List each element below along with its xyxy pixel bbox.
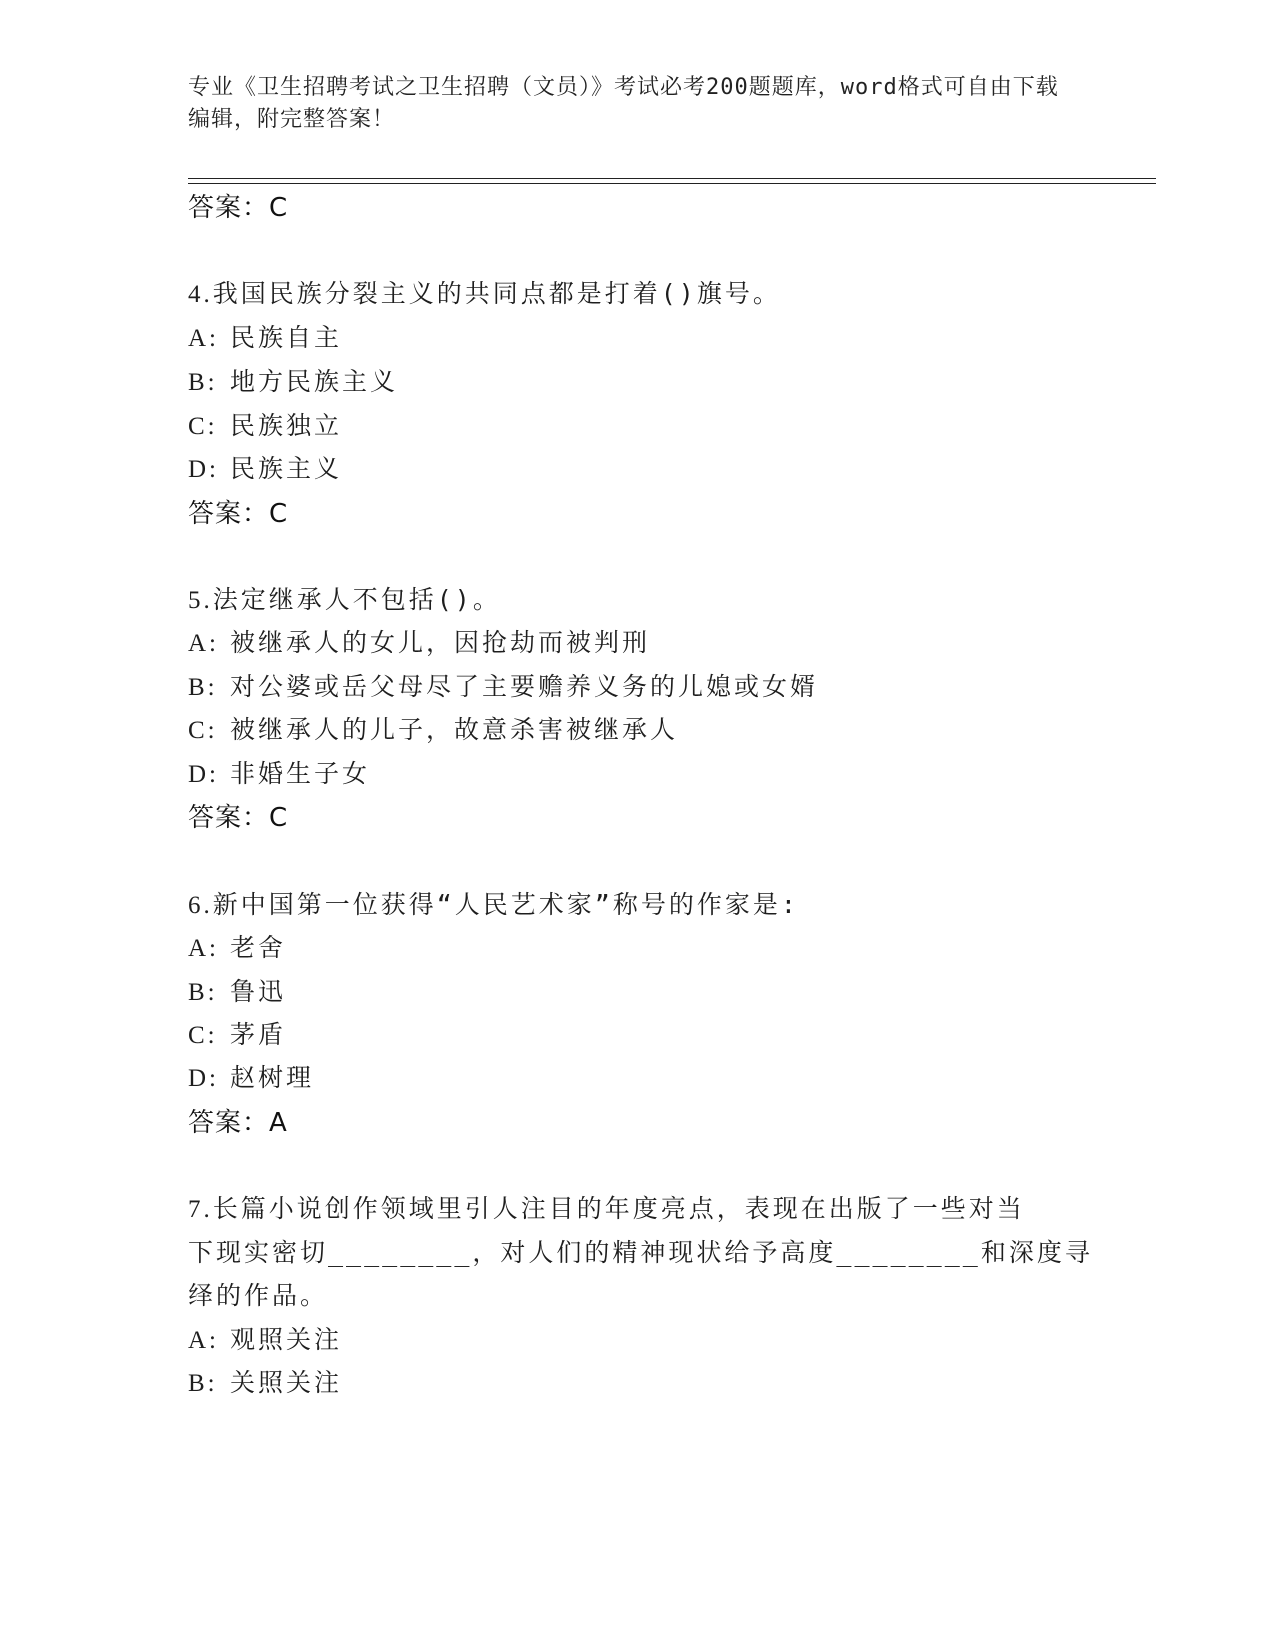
question-text: 我国民族分裂主义的共同点都是打着()旗号。 (212, 279, 781, 308)
option-text: 被继承人的儿子，故意杀害被继承人 (230, 715, 679, 744)
option-d (188, 1058, 314, 1094)
option-letter: B: (188, 369, 218, 396)
option-text: 被继承人的女儿，因抢劫而被判刑 (230, 628, 651, 657)
option-text: 民族主义 (230, 454, 343, 483)
option-d (188, 754, 370, 790)
question-text-line-1: 长篇小说创作领域里引人注目的年度亮点，表现在出版了一些对当 (212, 1194, 1025, 1223)
question-number: 6. (188, 892, 213, 919)
option-text: 鲁迅 (230, 977, 287, 1006)
question-5 (188, 580, 501, 616)
question-text: 新中国第一位获得“人民艺术家”称号的作家是: (212, 890, 799, 919)
option-c (188, 406, 342, 442)
option-a (188, 928, 286, 964)
header-rule-bottom (188, 183, 1156, 184)
option-letter: C: (188, 413, 218, 440)
question-4 (188, 274, 781, 310)
option-text: 赵树理 (230, 1063, 315, 1092)
question-number: 7. (188, 1196, 213, 1223)
option-letter: A: (188, 1327, 219, 1354)
option-text: 民族自主 (230, 323, 343, 352)
option-letter: D: (188, 456, 219, 483)
option-b (188, 362, 398, 398)
page-header: 专业《卫生招聘考试之卫生招聘（文员）》考试必考200题题库，word格式可自由下载编辑，附完整答案！ (188, 75, 1059, 132)
option-letter: B: (188, 1370, 218, 1397)
option-text: 地方民族主义 (230, 367, 399, 396)
answer-q5: 答案：C (188, 803, 289, 833)
option-letter: D: (188, 1065, 219, 1092)
option-letter: B: (188, 674, 218, 701)
question-text-line-2: 下现实密切________，对人们的精神现状给予高度________和深度寻 (188, 1238, 1093, 1267)
option-b (188, 1363, 342, 1399)
option-letter: B: (188, 979, 218, 1006)
option-letter: A: (188, 630, 219, 657)
option-text: 观照关注 (230, 1325, 343, 1354)
question-6 (188, 885, 799, 921)
option-text: 对公婆或岳父母尽了主要赡养义务的儿媳或女婿 (230, 672, 819, 701)
option-d (188, 449, 342, 485)
answer-q6: 答案：A (188, 1108, 288, 1138)
answer-q4: 答案：C (188, 499, 289, 529)
question-7 (188, 1189, 1025, 1225)
question-text: 法定继承人不包括()。 (212, 585, 501, 614)
option-a (188, 1320, 342, 1356)
option-b (188, 972, 286, 1008)
option-text: 茅盾 (230, 1020, 287, 1049)
option-c (188, 1015, 286, 1051)
question-number: 5. (188, 587, 213, 614)
option-text: 老舍 (230, 933, 287, 962)
question-text-line-3: 绎的作品。 (188, 1281, 329, 1310)
option-a (188, 318, 342, 354)
option-c (188, 710, 678, 746)
option-text: 非婚生子女 (230, 759, 371, 788)
option-letter: A: (188, 325, 219, 352)
option-text: 关照关注 (230, 1368, 343, 1397)
option-text: 民族独立 (230, 411, 343, 440)
option-b (188, 667, 818, 703)
option-a (188, 623, 650, 659)
question-number: 4. (188, 281, 213, 308)
option-letter: A: (188, 935, 219, 962)
header-rule-top (188, 178, 1156, 179)
option-letter: C: (188, 717, 218, 744)
option-letter: D: (188, 761, 219, 788)
answer-q3: 答案：C (188, 193, 289, 223)
option-letter: C: (188, 1022, 218, 1049)
